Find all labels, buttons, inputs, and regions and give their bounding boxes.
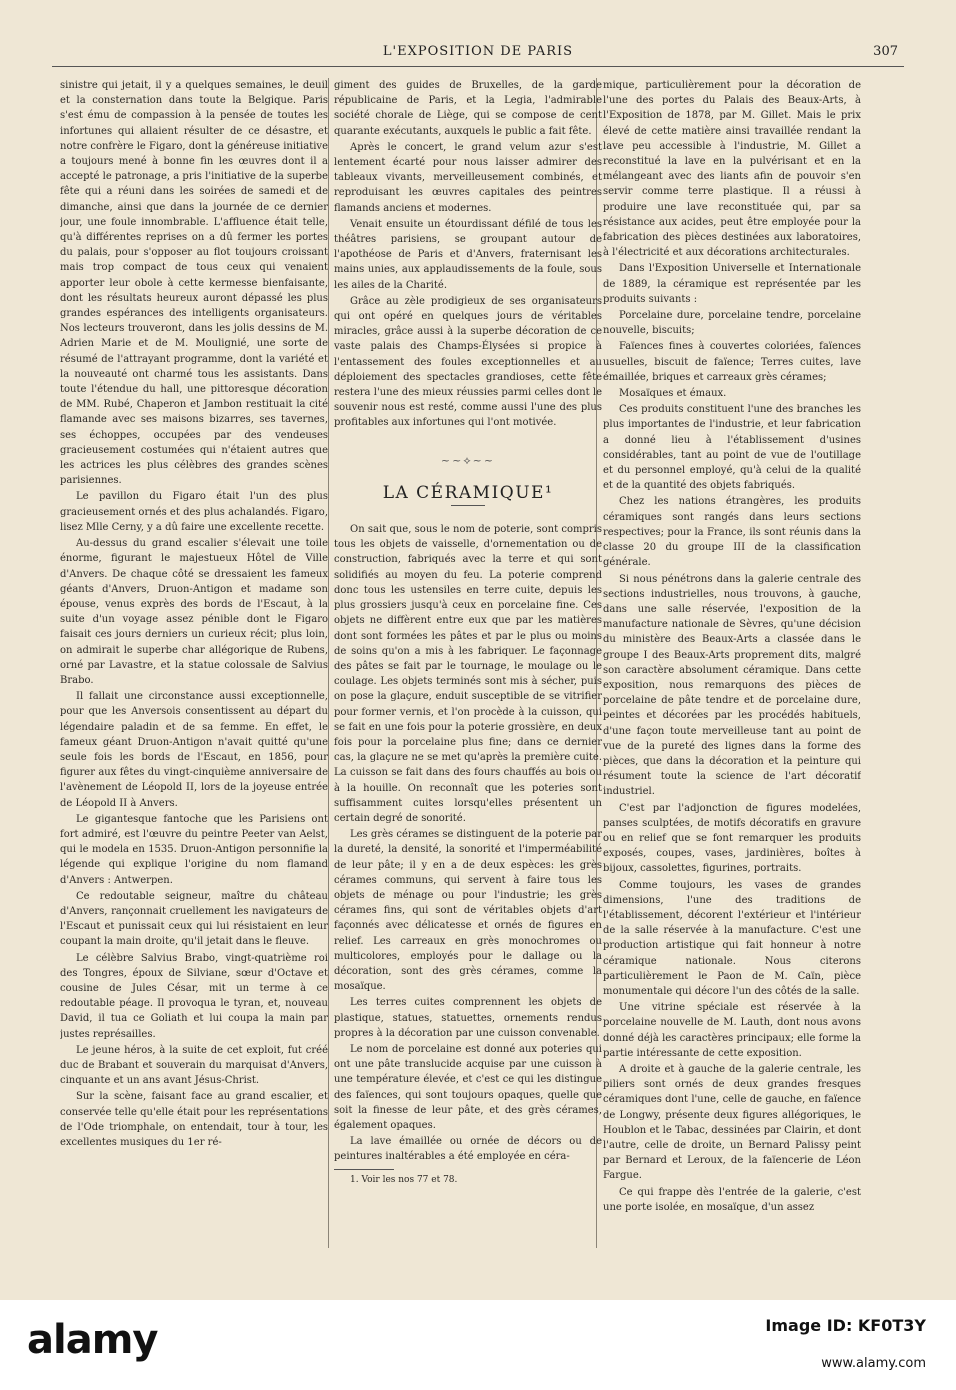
column-2 [334, 78, 602, 1248]
paragraph: Si nous pénétrons dans la galerie centrale des sections industrielles, nous trouvons, à gauche, dans une salle réservée, l'exposition de la manufacture nationale de Sèvres, qu'une décision du ministère des Beaux-Arts a classée dans le groupe I des Beaux-Arts proprement dits, malgré son caractère absolument céramique. Dans cette exposition, nous remarquons des pièces de porcelaine de pâte tendre et de porcelaine dure, peintes et décorées par les procédés habituels, d'une façon toute merveilleuse tant au point de vue de la pureté des lignes dans la forme des pièces, que dans la décoration et la peinture qui résument toute la science de l'art décoratif industriel. [603, 573, 861, 798]
title-rule [451, 505, 485, 506]
paragraph: Le célèbre Salvius Brabo, vingt-quatrième roi des Tongres, époux de Silviane, sœur d'Octave et cousine de Jules César, mit un terme à ce redoutable péage. Il provoqua le tyran, et, nouveau David, il tua ce Goliath et lui coupa la main par justes représailles. [60, 952, 328, 1040]
alamy-logo: alamy [27, 1317, 158, 1363]
paragraph: mique, particulièrement pour la décoration de l'une des portes du Palais des Beaux-Arts, à l'Exposition de 1878, par M. Gillet. Mais le prix élevé de cette matière ainsi travaillée rendant la lave peu accessible à l'industrie, M. Gillet a reconstitué la lave en la pulvérisant et en la mélangeant avec des liants afin de pouvoir s'en servir comme terre plastique. Il a réussi à produire une lave reconstituée qui, par sa résistance aux acides, peut être employée pour la fabrication des pièces destinées aux laboratoires, à l'électricité et aux décorations architecturales. [603, 80, 861, 259]
paragraph: Dans l'Exposition Universelle et Internationale de 1889, la céramique est représentée par les produits suivants : [603, 263, 861, 305]
paragraph: Ce redoutable seigneur, maître du château d'Anvers, rançonnait cruellement les navigateurs de l'Escaut et punissait ceux qui lui résistaient en leur coupant la main droite, qu'il jetait dans le fleuve. [60, 890, 328, 948]
paragraph: Chez les nations étrangères, les produits céramiques sont rangés dans leurs sections respectives; pour la France, ils sont réunis dans la classe 20 du groupe III de la classification générale. [603, 496, 861, 569]
paragraph: Après le concert, le grand velum azur s'est lentement écarté pour nous laisser admirer des tableaux vivants, merveilleusement combinés, et reproduisant les œuvres capitales des peintres flamands anciens et modernes. [334, 141, 602, 214]
paragraph: Les grès cérames se distinguent de la poterie par la dureté, la densité, la sonorité et l'imperméabilité de leur pâte; il y en a de deux espèces: les grès cérames communs, qui servent à faire tous les objets de ménage ou pour l'industrie; les grès cérames fins, qui sont de véritables objets d'art façonnés avec délicatesse et ornés de figures en relief. Les carreaux en grès monochromes ou multicolores, employés pour le dallage ou la décoration, sont des grès cérames, comme la mosaïque. [334, 829, 602, 993]
paragraph: Les terres cuites comprennent les objets de plastique, statues, statuettes, ornements rendus propres à la décoration par une cuisson convenable. [334, 997, 602, 1039]
column-3 [603, 78, 861, 1248]
stock-site-link[interactable]: www.alamy.com [821, 1356, 926, 1371]
paragraph: Le jeune héros, à la suite de cet exploit, fut créé duc de Brabant et souverain du marquisat d'Anvers, cinquante et un ans avant Jésus-Christ. [60, 1044, 328, 1087]
paragraph: Le nom de porcelaine est donné aux poteries qui ont une pâte translucide acquise par une cuisson à une température élevée, et c'est ce qui les distingue des faïences, qui sont toujours opaques, quelle que soit la finesse de leur pâte, et des grès cérames, également opaques. [334, 1043, 602, 1131]
paragraph: Grâce au zèle prodigieux de ses organisateurs qui ont opéré en quelques jours de véritables miracles, grâce aussi à la superbe décoration de ce vaste palais des Champs-Élysées si propice à l'entassement des foules exceptionnelles et au déploiement des spectacles grandioses, cette fête restera l'une des mieux réussies parmi celles dont le souvenir nous est resté, comme aussi l'une des plus profitables aux infortunes qui l'ont motivée. [334, 295, 602, 429]
column-divider [328, 78, 329, 1248]
page-number: 307 [873, 44, 898, 59]
paragraph: Il fallait une circonstance aussi exceptionnelle, pour que les Anversois consentissent au départ du légendaire paladin et de sa femme. En effet, le fameux géant Druon-Antigon n'avait quitté qu'une seule fois les bords de l'Escaut, en 1856, pour figurer aux fêtes du vingt-cinquième anniversaire de l'avènement de Léopold II, lors de la joyeuse entrée de Léopold II à Anvers. [60, 691, 328, 809]
paragraph: Sur la scène, faisant face au grand escalier, et conservée telle qu'elle était pour les représentations de l'Ode triomphale, on entendait, tour à tour, les excellentes musiques du 1er ré- [60, 1091, 328, 1149]
running-title: L'EXPOSITION DE PARIS [382, 44, 574, 59]
paragraph: Au-dessus du grand escalier s'élevait une toile énorme, figurant le majestueux Hôtel de Ville d'Anvers. De chaque côté se dressaient les fameux géants d'Anvers, Druon-Antigon et madame son épouse, venus exprès des bords de l'Escaut, à la suite d'un voyage assez pénible dont le Figaro faisait ces jours derniers un curieux récit; plus loin, on admirait le superbe char allégorique de Rubens, orné par Lavastre, et la statue colossale de Salvius Brabo. [60, 538, 328, 686]
paragraph: A droite et à gauche de la galerie centrale, les piliers sont ornés de deux grandes fresques céramiques dont l'une, celle de gauche, en faïence de Longwy, présente deux figures allégoriques, le Houblon et le Tabac, dessinées par Clairin, et dont l'autre, celle de droite, un Bernard Palissy peint par Bernard et Leroux, de la faïencerie de Léon Fargue. [603, 1064, 861, 1182]
paragraph: Comme toujours, les vases de grandes dimensions, l'une des traditions de l'établissement, décorent l'extérieur et l'intérieur de la salle réservée à la manufacture. C'est une production artistique qui fait honneur à notre céramique nationale. Nous citerons particulièrement le Paon de M. Caïn, pièce monumentale qui décore l'un des côtés de la salle. [603, 879, 861, 997]
footnote: 1. Voir les nos 77 et 78. [350, 1174, 458, 1185]
paragraph: giment des guides de Bruxelles, de la garde républicaine de Paris, et la Legia, l'admirable société chorale de Liège, qui se compose de cent quarante exécutants, auxquels le public a fait fête. [334, 80, 602, 137]
ornament-divider: ~~⟡~~ [440, 453, 496, 467]
paragraph: Une vitrine spéciale est réservée à la porcelaine nouvelle de M. Lauth, dont nous avons donné déjà les caractères principaux; elle forme la partie intéressante de cette exposition. [603, 1002, 861, 1059]
paragraph: Venait ensuite un étourdissant défilé de tous les théâtres parisiens, se groupant autour de l'apothéose de Paris et d'Anvers, fraternisant les mains unies, aux applaudissements de la foule, sous les ailes de la Charité. [334, 218, 602, 291]
page-header [52, 42, 904, 67]
section-title: LA CÉRAMIQUE¹ [382, 482, 554, 503]
paragraph: Ces produits constituent l'une des branches les plus importantes de l'industrie, et leur fabrication a donné lieu à l'établissement d'usines considérables, tant au point de vue de l'outillage et du personnel employé, qu'à celui de la qualité et de la quantité des objets fabriqués. [603, 404, 861, 492]
column-1 [60, 78, 328, 1248]
paragraph: sinistre qui jetait, il y a quelques semaines, le deuil et la consternation dans toute la Belgique. Paris s'est ému de compassion à la pensée de toutes les infortunes qui allaient résulter de ce désastre, et notre confrère le Figaro, dont la généreuse initiative a toujours mené à bonne fin les œuvres dont il a accepté le patronage, a pris l'initiative de la superbe fête qui a réuni dans les soirées de samedi et de dimanche, ainsi que dans la journée de ce dernier jour, une foule innombrable. L'affluence était telle, qu'à différentes reprises on a dû fermer les portes du palais, pour s'opposer au flot toujours croissant mais trop compact de tous ceux qui venaient apporter leur obole à cette kermesse bienfaisante, dont les résultats heureux auront dépassé les plus grandes espérances des intelligents organisateurs. Nos lecteurs trouveront, dans les jolis dessins de M. Adrien Marie et de M. Moulignié, une sorte de résumé de l'attrayant programme, dont la variété et la nouveauté ont charmé tous les assistants. Dans toute l'étendue du hall, une pittoresque décoration de MM. Rubé, Chaperon et Jambon restituait la cité flamande avec ses maisons bizarres, ses tavernes, ses échoppes, occupées par des vendeuses gracieusement costumées qui n'étaient autres que les actrices les plus célèbres des grandes scènes parisiennes. [60, 80, 328, 487]
paragraph: On sait que, sous le nom de poterie, sont compris tous les objets de vaisselle, d'ornementation ou de construction, fabriqués avec la terre et qui sont solidifiés au moyen du feu. La poterie comprend donc tous les ustensiles en terre cuite, depuis les plus grossiers jusqu'à ceux en porcelaine fine. Ces objets ne diffèrent entre eux que par les matières dont sont formées les pâtes et par le plus ou moins de soins qu'on a mis à les fabriquer. Le façonnage des pâtes se fait par le tournage, le moulage ou le coulage. Les objets terminés sont mis à sécher, puis on pose la glaçure, enduit susceptible de se vitrifier pour former vernis, et l'on procède à la cuisson, qui se fait en une fois pour la poterie grossière, en deux fois pour la porcelaine plus fine; dans ce dernier cas, la glaçure ne se met qu'après la première cuite. La cuisson se fait dans des fours chauffés au bois ou à la houille. On reconnaît que les poteries sont suffisamment cuites lorsqu'elles présentent un certain degré de sonorité. [334, 524, 602, 824]
footnote-rule [334, 1169, 394, 1170]
paragraph: Le gigantesque fantoche que les Parisiens ont fort admiré, est l'œuvre du peintre Peeter van Aelst, qui le modela en 1535. Druon-Antigon personnifie la légende qui explique l'origine du nom flamand d'Anvers : Antwerpen. [60, 813, 328, 886]
paragraph: Faïences fines à couvertes coloriées, faïences usuelles, biscuit de faïence; Terres cuites, lave émaillée, briques et carreaux grès cérames; [603, 341, 861, 383]
paragraph: La lave émaillée ou ornée de décors ou de peintures inaltérables a été employée en céra- [334, 1136, 602, 1163]
paragraph: Mosaïques et émaux. [619, 388, 727, 400]
paragraph: Ce qui frappe dès l'entrée de la galerie, c'est une porte isolée, en mosaïque, d'un assez [603, 1186, 861, 1213]
paragraph: Porcelaine dure, porcelaine tendre, porcelaine nouvelle, biscuits; [603, 310, 861, 337]
paragraph: C'est par l'adjonction de figures modelées, panses sculptées, de motifs décoratifs en gravure ou en relief que se font remarquer les produits exposés, coupes, vases, jardinières, boîtes à bijoux, cassolettes, figurines, portraits. [603, 802, 861, 875]
image-id-label: Image ID: KF0T3Y [765, 1316, 926, 1335]
paragraph: Le pavillon du Figaro était l'un des plus gracieusement ornés et des plus achalandés. Figaro, lisez Mlle Cerny, y a dû faire une excellente recette. [60, 491, 328, 533]
